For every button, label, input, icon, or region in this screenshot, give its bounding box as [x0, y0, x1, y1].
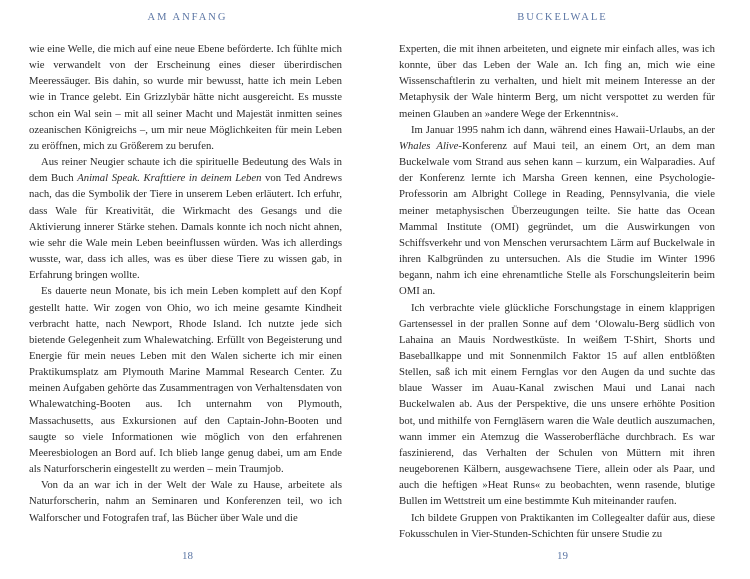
- left-text-block: [29, 41, 342, 526]
- paragraph: Im Januar 1995 nahm ich dann, während eines Hawaii-Urlaubs, an der Whales Alive-Konferenz auf Maui teil, an einem Ort, an dem man Buckelwale vom Strand aus sehen kann – kurzum, ein Walparadies. Auf der Konferenz lernte ich Marsha Green kennen, eine Psychologie-Professorin am Albright College in Reading, Pennsylvania, die viele meiner metaphysischen Überzeugungen teilte. Sie hatte das Ocean Mammal Institute (OMI) gegründet, um die Auswirkungen von Schiffsverkehr und von Menschen verursachtem Lärm auf Buckelwale in ihren Kalbgründen zu untersuchen. Als die Studie im Winter 1996 begann, nahm ich eine ehrenamtliche Stelle als Forschungsleiterin beim OMI an.: [399, 123, 715, 298]
- page-number-left: 18: [182, 550, 193, 562]
- page-number-right: 19: [557, 550, 568, 562]
- running-head-left: AM ANFANG: [147, 12, 228, 23]
- paragraph: Es dauerte neun Monate, bis ich mein Leben komplett auf den Kopf gestellt hatte. Wir zogen von Ohio, wo ich meine gesamte Kindheit verbracht hatte, nach Newport, Rhode Island. Ich nutzte jede sich bietende Gelegenheit zum Whalewatching. Erfüllt von Begeisterung und Energie für mein neues Leben mit den Walen sicherte ich mir einen Praktikumsplatz am Plymouth Marine Mammal Research Center. Zu meinen Aufgaben gehörte das Zusammentragen von Verhaltensdaten von Whalewatching-Booten aus. Ich unternahm von Plymouth, Massachusetts, aus Exkursionen auf den Captain-John-Booten und saugte so viele Informationen wie möglich von den erfahrenen Meeresbiologen an Bord auf. Ich blieb lange genug dabei, um am Ende als Naturforscherin eingestellt zu werden – mein Traumjob.: [29, 285, 342, 476]
- running-head-right: BUCKELWALE: [517, 12, 608, 23]
- right-page: [375, 0, 750, 579]
- right-text-block: [399, 41, 715, 542]
- paragraph: wie eine Welle, die mich auf eine neue Ebene beförderte. Ich fühlte mich wie verwandelt von der Erscheinung eines dieser überirdischen Meeressäuger. Bis dahin, so wurde mir bewusst, hatte ich mein Leben wie in Trance gelebt. Ein Grizzlybär hätte nicht ausgereicht. Es musste schon ein Wal sein – mit all seiner Macht und Majestät inmitten seines ozeanischen Königreichs –, um mir neue Möglichkeiten für mein Leben zu eröffnen, mich zu Größerem zu berufen.: [29, 43, 342, 152]
- paragraph: Ich bildete Gruppen von Praktikanten im Collegealter dafür aus, diese Fokusschulen in Vier-Stunden-Schichten für unsere Studie zu: [399, 511, 715, 540]
- paragraph: Ich verbrachte viele glückliche Forschungstage in einem klapprigen Gartensessel in der prallen Sonne auf dem ʻOlowalu-Berg südlich von Lahaina an Mauis Nordwestküste. In weißem T-Shirt, Shorts und Baseballkappe und mit Sonnenmilch Faktor 15 auf allen entblößten Stellen, saß ich mit einem Fernglas vor den Augen da und suchte das blaue Wasser im Auau-Kanal zwischen Maui und Lanai nach Buckelwalen ab. Aus der Perspektive, die uns unsere erhöhte Position bot, und mithilfe von Ferngläsern waren die Wale deutlich auszumachen, wann immer ein Atemzug die Wasseroberfläche durchbrach. Es war faszinierend, das Verhalten der Schulen von Müttern mit ihren neugeborenen Kälbern, ausgewachsene Tiere, allein oder als Paar, und auch die heftigen »Heat Runs« zu beobachten, wenn rasende, blutige Bullen im Wettstreit um eine bestimmte Kuh miteinander raufen.: [399, 301, 715, 508]
- paragraph: Aus reiner Neugier schaute ich die spirituelle Bedeutung des Wals in dem Buch Animal Speak. Krafttiere in deinem Leben von Ted Andrews nach, das die Symbolik der Tiere in unserem Leben erläutert. Ich erfuhr, dass Wale für Kreativität, die Wirkmacht des Gesangs und die Aktivierung innerer Stärke stehen. Damals konnte ich noch nicht ahnen, wie sehr die Wale mein Leben beeinflussen würden. Was ich allerdings wusste, war, dass ich alles, was es über diese Tiere zu wissen gab, in Erfahrung bringen wollte.: [29, 156, 342, 282]
- paragraph: Von da an war ich in der Welt der Wale zu Hause, arbeitete als Naturforscherin, nahm an Seminaren und Konferenzen teil, wo ich Walforscher und Fotografen traf, las Bücher über Wale und die: [29, 479, 342, 524]
- paragraph: Experten, die mit ihnen arbeiteten, und eignete mir einfach alles, was ich konnte, über das Leben der Wale an. Ich fing an, mich wie eine Wissenschaftlerin zu verhalten, und hielt mit meinem Interesse an der Metaphysik der Wale hinterm Berg, um nicht verspottet zu werden für meinen Glauben an »andere Wege der Erkenntnis«.: [399, 43, 715, 120]
